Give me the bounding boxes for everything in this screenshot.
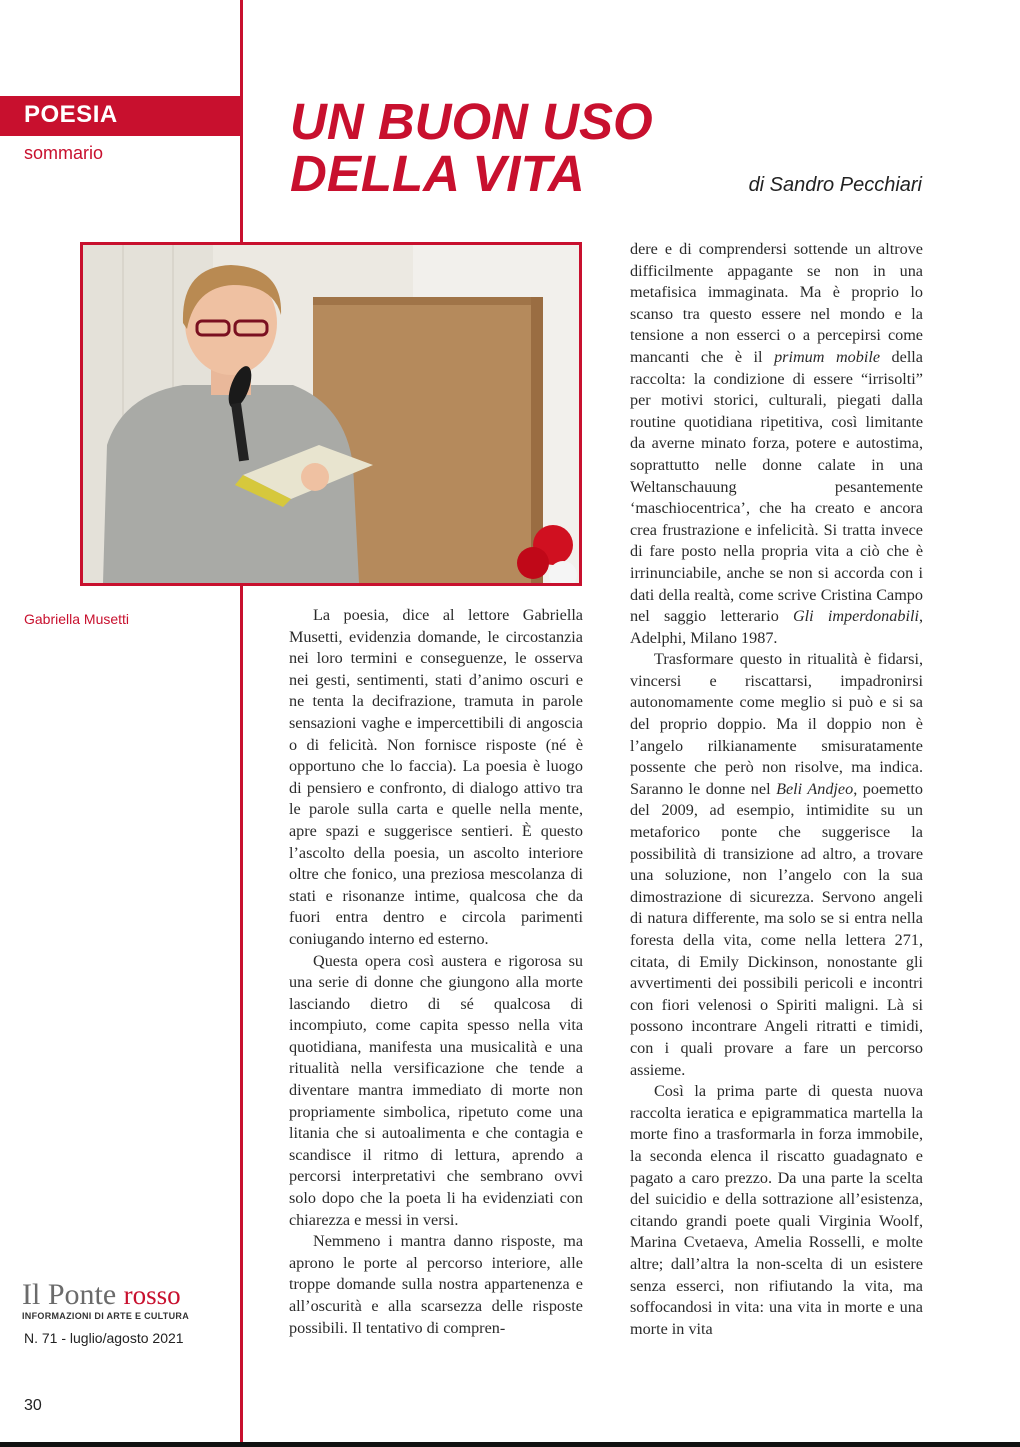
title-line-1: UN BUON USO: [290, 93, 653, 150]
logo-word-2: rosso: [123, 1280, 181, 1310]
paragraph-4: [630, 239, 923, 649]
logo-subtitle: INFORMAZIONI DI ARTE E CULTURA: [22, 1311, 189, 1321]
paragraph-1: La poesia, dice al lettore Gabriella Musetti, evidenzia domande, le circostanzia nei loro termini e conseguenze, le osserva nei gesti, sentimenti, stati d’animo oscuri e ne tenta la decifrazione, tramuta in parole sensazioni vaghe e impercettibili di angoscia o di felicità. Non fornisce risposte (né è opportuno che lo faccia). La poesia è luogo di pensiero e confronto, di dialogo attivo tra le parole sulla carta e quelle nella mente, apre spazi e suggerisce sentieri. È questo l’ascolto della poesia, un ascolto interiore oltre che fonico, una preziosa mescolanza di stati e risonanze intime, qualcosa che da fuori entra dentro e circola parimenti coniugando interno ed esterno.: [289, 606, 583, 948]
paragraph-5: [630, 649, 923, 1081]
article-column-2: [630, 239, 923, 1345]
text-span: dere e di comprendersi sottende un altrove difficilmente appagante se non in una metafisica immaginata. Ma è proprio lo scanso tra questo essere nel mondo e la tensione a non esserci o a percepirsi come mancanti che è il: [630, 240, 923, 366]
article-author: di Sandro Pecchiari: [748, 174, 922, 196]
vertical-red-rule: [240, 0, 243, 1447]
photo-illustration: [83, 245, 579, 583]
article-column-1: [289, 605, 583, 1345]
text-span: , poemetto del 2009, ad esempio, intimidite su un metaforico ponte che suggerisce la possibilità di transizione ad altro, a trovare una soluzione, non l’angelo con la sua dimostrazione di sicurezza. Servono angeli di natura differente, ma solo se si entra nella foresta della vita, come nella lettera 271, citata, di Emily Dickinson, nonostante gli avvertimenti dei possibili pericoli e incontri con fiori velenosi o Spiriti maligni. Là si possono incontrare Angeli ritratti e timidi, con i quali provare a fare un percorso assieme.: [630, 779, 923, 1079]
logo-word-1: Il Ponte: [22, 1278, 117, 1311]
text-span: della raccolta: la condizione di essere “irrisolti” per motivi storici, culturali, piegati dalla routine quotidiana ripetitiva, così limitante da averne minato forza, potere e autostima, soprattutto nelle donne calate in una Weltanschauung pesantemente ‘maschiocentrica’, che ha creato e ancora crea frustrazione e infelicità. Si tratta invece di fare posto nella propria vita a ciò che è irrinunciabile, anche se non si accorda con i dati della realtà, come scrive Cristina Campo nel saggio letterario: [630, 347, 923, 626]
article-photo: [80, 242, 582, 586]
photo-caption: Gabriella Musetti: [24, 611, 130, 627]
book-title: Gli imperdonabili: [792, 607, 919, 626]
page-number: 30: [24, 1397, 42, 1414]
issue-info: N. 71 - luglio/agosto 2021: [24, 1330, 184, 1346]
section-sub-link[interactable]: sommario: [24, 143, 104, 163]
text-span: Trasformare questo in ritualità è fidarsi, vincersi e riscattarsi, impadronirsi autonomamente come meglio si può e si sa del proprio doppio. Ma il doppio non è l’angelo rilkianamente smisuratamente possente che però non risolve, ma indica. Saranno le donne nel: [630, 650, 923, 798]
paragraph-6: Così la prima parte di questa nuova raccolta ieratica e epigrammatica martella la morte fino a trasformarla in forza immobile, la seconda elenca il riscatto guadagnato e pagato a caro prezzo. Da una parte la scelta del suicidio e della sottrazione all’esistenza, citando grandi poete quali Virginia Woolf, Marina Cvetaeva, Amelia Rosselli, e molte altre; dall’altra la non-scelta di un esistere senza esserci, non rifiutando la vita, ma soffocandosi in vita: una vita in morte e una morte in vita: [630, 1082, 923, 1338]
paragraph-3: Nemmeno i mantra danno risposte, ma aprono le porte al percorso interiore, alle troppe domande sulla nostra appartenenza e all’oscurità e alla scarsezza delle risposte possibili. Il tentativo di compren-: [289, 1232, 583, 1337]
title-line-2: DELLA VITA: [290, 145, 585, 202]
italic-term: primum mobile: [774, 347, 881, 366]
logo-name: [22, 1280, 237, 1310]
article-title: [290, 93, 653, 202]
paragraph-2: Questa opera così austera e rigorosa su una serie di donne che giungono alla morte lasciando dietro di sé qualcosa di incompiuto, come capita spesso nella vita quotidiana, manifesta una musicalità e una ritualità nella versificazione che tende a diventare mantra immediato di morte non propriamente simbolica, ripetuto come una litania che si autoalimenta e che contagia e scandisce il ritmo di lettura, aprendo a percorsi interpretativi che sembrano ovvi solo dopo che la poeta li ha evidenziati con chiarezza e messi in versi.: [289, 951, 583, 1229]
poem-title: Beli Andjeo: [776, 779, 854, 798]
magazine-logo: [22, 1280, 237, 1321]
bottom-rule: [0, 1442, 1020, 1447]
section-label: POESIA: [24, 101, 118, 128]
text-span: , Adelphi, Milano 1987.: [630, 607, 923, 647]
